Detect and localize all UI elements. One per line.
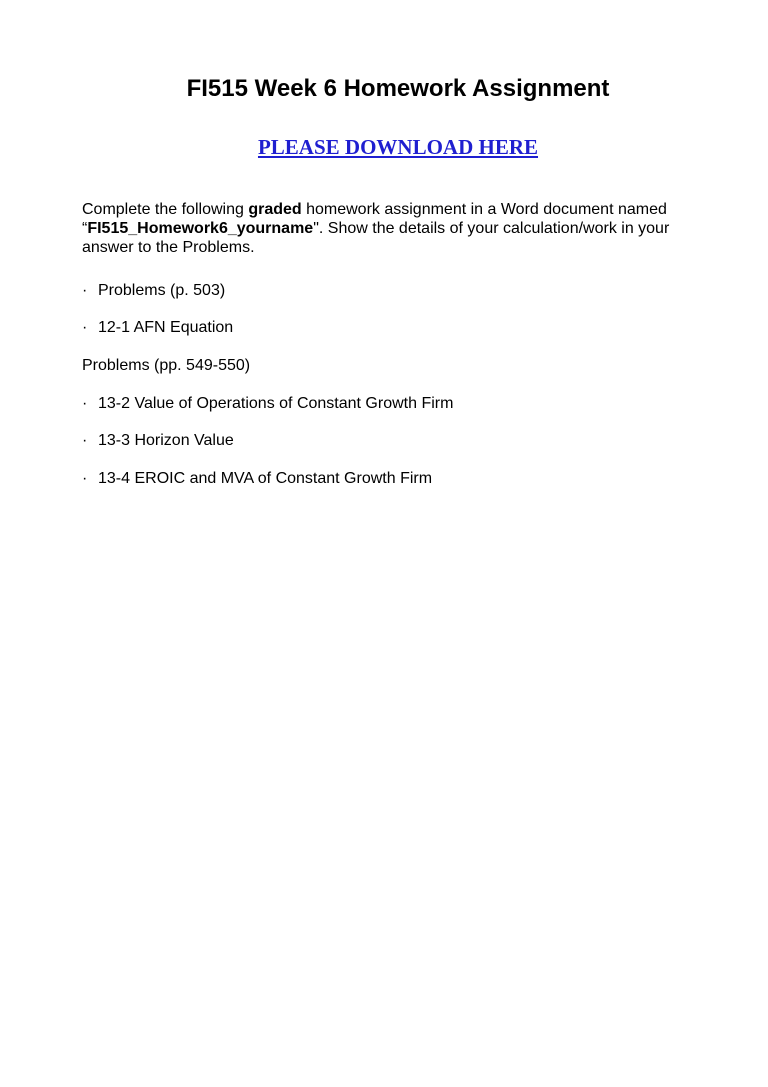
list-item-text: 13-2 Value of Operations of Constant Growth Firm [98, 395, 454, 412]
intro-text-3: ". Show the details of your calculation/work in your answer to the Problems. [82, 220, 670, 256]
bullet-icon: · [82, 395, 88, 412]
bullet-icon: · [82, 470, 88, 487]
bullet-icon: · [82, 319, 88, 336]
intro-text-2: homework assignment in a Word document named “ [82, 201, 667, 237]
list-item [82, 394, 453, 413]
list-item-text: Problems (p. 503) [98, 282, 226, 299]
intro-paragraph [82, 200, 692, 257]
page-title: FI515 Week 6 Homework Assignment [186, 75, 610, 102]
bullet-icon: · [82, 282, 88, 299]
list-item [82, 281, 225, 300]
bullet-icon: · [82, 432, 88, 449]
list-item-text: 13-4 EROIC and MVA of Constant Growth Firm [98, 470, 433, 487]
list-item [82, 431, 234, 450]
section-heading-text: Problems (pp. 549-550) [82, 357, 251, 374]
list-item-text: 12-1 AFN Equation [98, 319, 234, 336]
download-link[interactable]: PLEASE DOWNLOAD HERE [257, 135, 539, 159]
intro-bold-filename: FI515_Homework6_yourname [87, 220, 314, 237]
list-item [82, 469, 432, 488]
section-heading [82, 356, 250, 375]
intro-text-1: Complete the following [82, 201, 249, 218]
list-item [82, 318, 233, 337]
intro-bold-graded: graded [248, 201, 302, 218]
list-item-text: 13-3 Horizon Value [98, 432, 234, 449]
